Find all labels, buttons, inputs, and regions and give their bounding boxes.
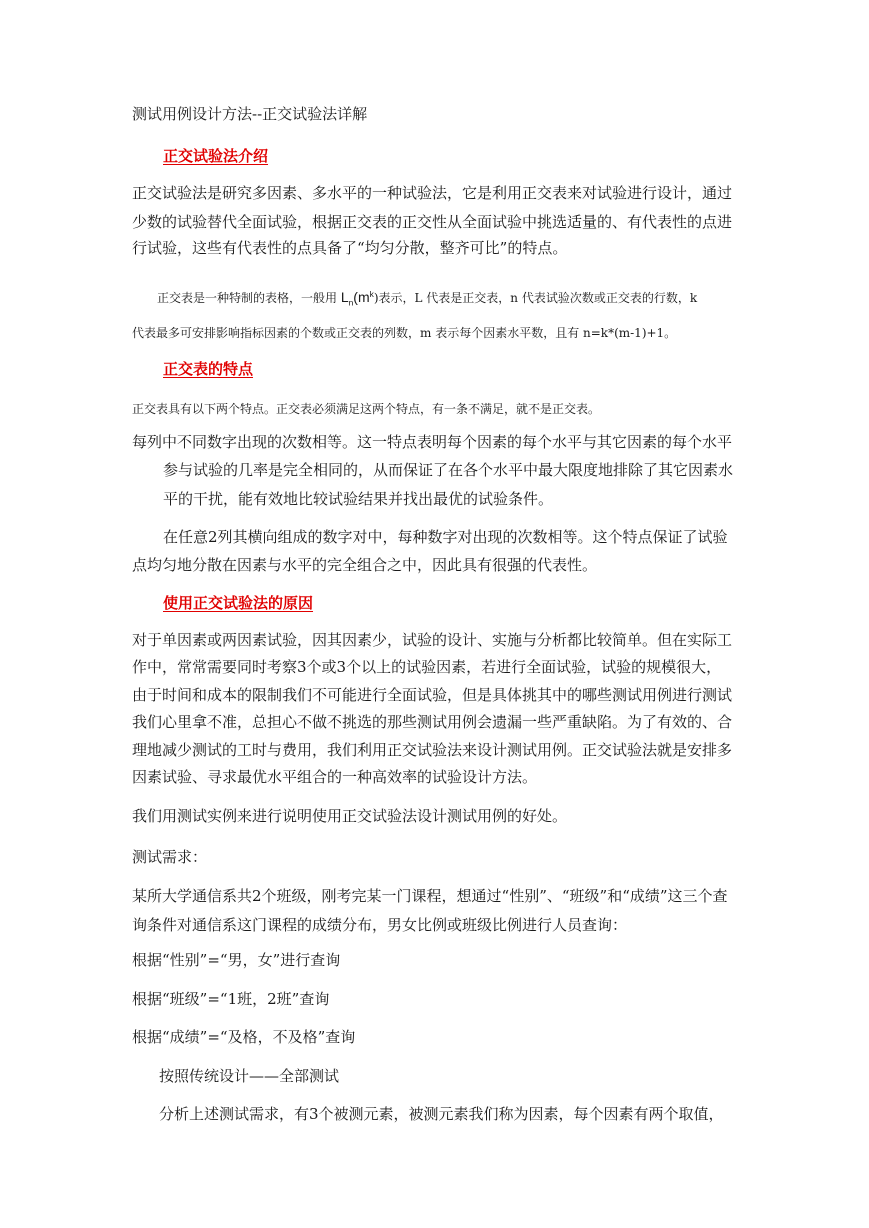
intro-para2-pre: 正交表是一种特制的表格，一般用 bbox=[157, 291, 341, 305]
query-score: 根据“成绩”=“及格，不及格”查询 bbox=[132, 1028, 356, 1046]
requirement-label: 测试需求： bbox=[132, 848, 208, 866]
intro-para2-post: )表示，L 代表是正交表，n 代表试验次数或正交表的行数，k bbox=[373, 291, 698, 305]
features-item2-line2: 点均匀地分散在因素与水平的完全组合之中，因此具有很强的代表性。 bbox=[132, 556, 598, 574]
reason-para1-line5: 理地减少测试的工时与费用，我们利用正交试验法来设计测试用例。正交试验法就是安排多 bbox=[132, 741, 733, 759]
query-class: 根据“班级”=“1班，2班”查询 bbox=[132, 990, 330, 1008]
analysis-line1: 分析上述测试需求，有3个被测元素，被测元素我们称为因素，每个因素有两个取值， bbox=[159, 1105, 724, 1123]
heading-features: 正交表的特点 bbox=[163, 360, 254, 378]
intro-para2-line2: 代表最多可安排影响指标因素的个数或正交表的列数，m 表示每个因素水平数，且有 n=k*(m-1)+1。 bbox=[132, 326, 677, 340]
requirement-line2: 询条件对通信系这门课程的成绩分布，男女比例或班级比例进行人员查询： bbox=[132, 916, 628, 934]
requirement-line1: 某所大学通信系共2个班级，刚考完某一门课程，想通过“性别”、“班级”和“成绩”这三个查 bbox=[132, 887, 728, 905]
features-intro: 正交表具有以下两个特点。正交表必须满足这两个特点，有一条不满足，就不是正交表。 bbox=[132, 402, 601, 416]
notation-k: k bbox=[369, 289, 374, 299]
notation-n: n bbox=[348, 297, 354, 308]
intro-para1-line3: 行试验，这些有代表性的点具备了“均匀分散，整齐可比”的特点。 bbox=[132, 239, 568, 257]
features-item1-line3: 平的干扰，能有效地比较试验结果并找出最优的试验条件。 bbox=[163, 490, 554, 508]
features-item1-line2: 参与试验的几率是完全相同的，从而保证了在各个水平中最大限度地排除了其它因素水 bbox=[163, 461, 734, 479]
traditional-design: 按照传统设计——全部测试 bbox=[159, 1067, 340, 1085]
intro-para1-line2: 少数的试验替代全面试验，根据正交表的正交性从全面试验中挑选适量的、有代表性的点进 bbox=[132, 213, 733, 231]
reason-para1-line1: 对于单因素或两因素试验，因其因素少，试验的设计、实施与分析都比较简单。但在实际工 bbox=[132, 631, 733, 649]
features-item2-line1: 在任意2列其横向组成的数字对中，每种数字对出现的次数相等。这个特点保证了试验 bbox=[163, 528, 728, 546]
features-item1-line1: 每列中不同数字出现的次数相等。这一特点表明每个因素的每个水平与其它因素的每个水平 bbox=[132, 433, 733, 451]
heading-intro: 正交试验法介绍 bbox=[163, 147, 269, 165]
reason-para2: 我们用测试实例来进行说明使用正交试验法设计测试用例的好处。 bbox=[132, 807, 568, 825]
notation-L: L bbox=[340, 289, 349, 305]
notation-m: (m bbox=[353, 289, 370, 305]
document-title: 测试用例设计方法--正交试验法详解 bbox=[132, 105, 368, 123]
reason-para1-line6: 因素试验、寻求最优水平组合的一种高效率的试验设计方法。 bbox=[132, 768, 538, 786]
intro-para2-line1 bbox=[157, 284, 697, 312]
reason-para1-line3: 由于时间和成本的限制我们不可能进行全面试验，但是具体挑其中的哪些测试用例进行测试 bbox=[132, 686, 733, 704]
reason-para1-line4: 我们心里拿不准，总担心不做不挑选的那些测试用例会遗漏一些严重缺陷。为了有效的、合 bbox=[132, 713, 733, 731]
heading-reason: 使用正交试验法的原因 bbox=[163, 594, 314, 612]
reason-para1-line2: 作中，常常需要同时考察3个或3个以上的试验因素，若进行全面试验，试验的规模很大， bbox=[132, 658, 722, 676]
intro-para1-line1: 正交试验法是研究多因素、多水平的一种试验法，它是利用正交表来对试验进行设计，通过 bbox=[132, 184, 733, 202]
query-gender: 根据“性别”=“男，女”进行查询 bbox=[132, 951, 341, 969]
